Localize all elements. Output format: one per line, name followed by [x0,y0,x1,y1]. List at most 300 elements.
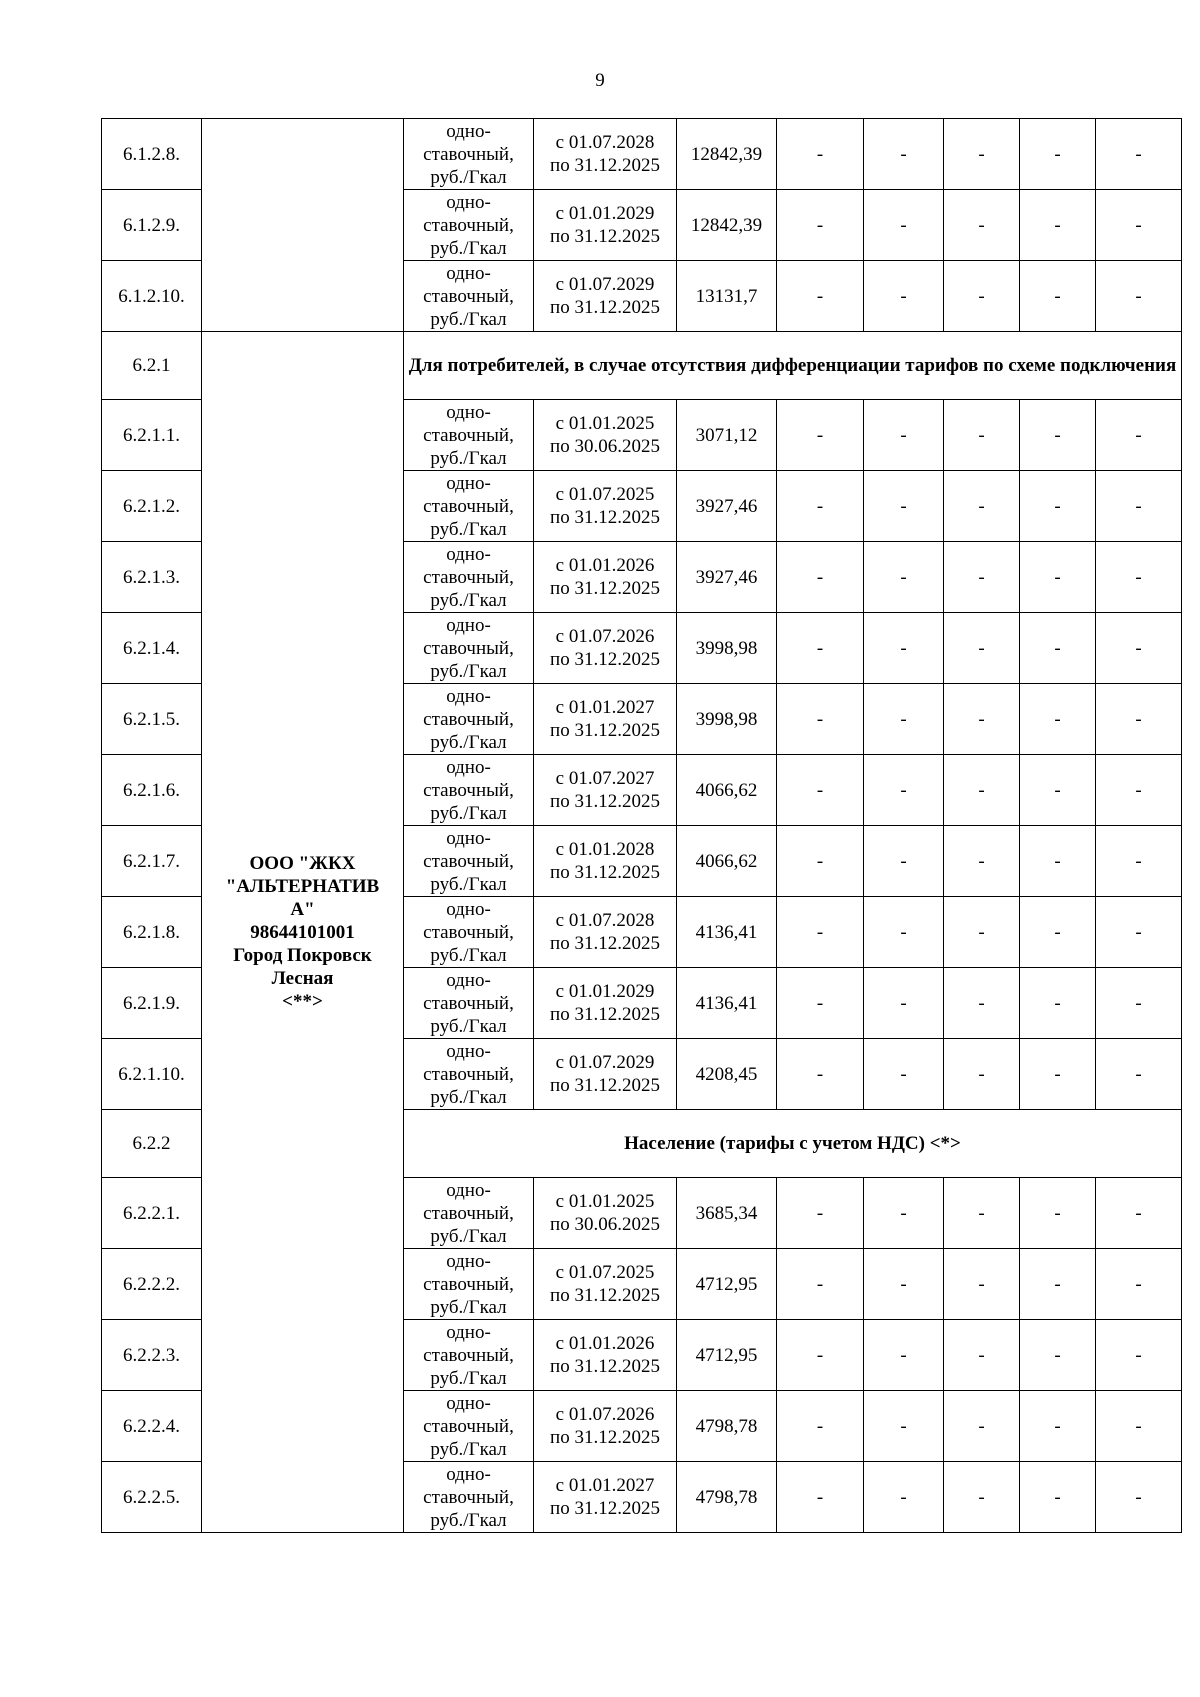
rate-type-line: одно- [446,1321,491,1343]
period-from: с 01.01.2027 [555,1475,655,1496]
section-title: Население (тарифы с учетом НДС) <*> [624,1133,961,1154]
section-header-row [102,332,1182,400]
dash-value: - [900,285,907,307]
rate-type-line: одно- [446,543,491,565]
row-number: 6.2.2.4. [123,1415,180,1437]
tariff-value: 12842,39 [690,214,763,236]
dash-value: - [978,708,985,730]
empty-value-cell [944,471,1020,542]
tariff-value-cell [677,261,777,332]
dash-value: - [816,214,824,236]
rate-type-line: одно- [446,685,491,707]
organization-name-line: А" [290,898,315,920]
empty-value-cell [1096,119,1182,190]
row-number: 6.2.1.4. [123,637,180,659]
rate-type-cell [404,119,534,190]
row-number-cell [102,1249,202,1320]
dash-value: - [1054,1063,1061,1085]
rate-type-line: ставочный, [423,566,514,588]
dash-value: - [1135,1344,1142,1366]
tariff-value-cell [677,1178,777,1249]
period-to: по 31.12.2025 [550,1356,660,1377]
period-to: по 31.12.2025 [550,1427,660,1448]
period-cell [534,755,677,826]
dash-value: - [1054,850,1061,872]
dash-value: - [816,1344,824,1366]
dash-value: - [1135,566,1142,588]
dash-value: - [1054,1273,1061,1295]
empty-value-cell [944,684,1020,755]
empty-value-cell [777,261,864,332]
row-number: 6.2.1.5. [123,708,180,730]
dash-value: - [1054,495,1061,517]
rate-type-line: руб./Гкал [430,308,507,330]
period-cell [534,684,677,755]
dash-value: - [816,708,824,730]
period-from: с 01.01.2029 [555,203,655,224]
rate-type-line: одно- [446,1040,491,1062]
tariff-value: 12842,39 [690,143,763,165]
dash-value: - [1135,708,1142,730]
organization-name-line: Город Покровск [233,944,372,966]
period-from: с 01.07.2027 [555,768,655,789]
period-from: с 01.07.2025 [555,1262,655,1283]
period-from: с 01.07.2026 [555,626,655,647]
empty-value-cell [777,1039,864,1110]
dash-value: - [816,1415,824,1437]
row-number-cell [102,190,202,261]
row-number-cell [102,542,202,613]
tariff-value-cell [677,1391,777,1462]
empty-value-cell [864,684,944,755]
rate-type-line: одно- [446,1179,491,1201]
dash-value: - [816,921,824,943]
rate-type-line: одно- [446,1250,491,1272]
dash-value: - [978,424,985,446]
empty-value-cell [864,1178,944,1249]
dash-value: - [978,1415,985,1437]
row-number-cell [102,1178,202,1249]
empty-value-cell [1096,826,1182,897]
rate-type-cell [404,826,534,897]
tariff-value: 4712,95 [695,1344,758,1366]
dash-value: - [900,779,907,801]
rate-type-line: руб./Гкал [430,1296,507,1318]
row-number-cell [102,1110,202,1178]
rate-type-line: ставочный, [423,992,514,1014]
tariff-value: 4798,78 [695,1415,758,1437]
period-cell [534,968,677,1039]
row-number-cell [102,332,202,400]
rate-type-line: руб./Гкал [430,1086,507,1108]
row-number-cell [102,261,202,332]
rate-type-line: руб./Гкал [430,518,507,540]
row-number-cell [102,755,202,826]
empty-value-cell [777,613,864,684]
rate-type-line: ставочный, [423,708,514,730]
empty-value-cell [1096,1462,1182,1533]
dash-value: - [816,1273,824,1295]
dash-value: - [1054,1202,1061,1224]
period-cell [534,613,677,684]
empty-value-cell [1096,1391,1182,1462]
tariff-value-cell [677,1249,777,1320]
empty-value-cell [1096,755,1182,826]
empty-value-cell [1020,684,1096,755]
rate-type-line: одно- [446,191,491,213]
rate-type-line: руб./Гкал [430,873,507,895]
tariff-value: 4136,41 [695,921,758,943]
dash-value: - [978,214,985,236]
period-cell [534,471,677,542]
period-to: по 31.12.2025 [550,1004,660,1025]
period-from: с 01.01.2025 [555,1191,655,1212]
dash-value: - [816,850,824,872]
row-number-cell [102,400,202,471]
period-to: по 31.12.2025 [550,791,660,812]
rate-type-line: одно- [446,262,491,284]
dash-value: - [1054,143,1061,165]
rate-type-line: ставочный, [423,1344,514,1366]
dash-value: - [1135,143,1142,165]
tariff-value-cell [677,471,777,542]
table-body [102,119,1182,1533]
empty-value-cell [777,119,864,190]
empty-value-cell [944,755,1020,826]
dash-value: - [978,1344,985,1366]
empty-value-cell [777,190,864,261]
rate-type-cell [404,1039,534,1110]
row-number: 6.2.2.3. [123,1344,180,1366]
empty-value-cell [777,684,864,755]
rate-type-cell [404,613,534,684]
empty-value-cell [1020,1462,1096,1533]
rate-type-line: руб./Гкал [430,1225,507,1247]
empty-value-cell [1020,1178,1096,1249]
period-to: по 31.12.2025 [550,507,660,528]
dash-value: - [978,779,985,801]
empty-value-cell [864,1320,944,1391]
organization-name-line: <**> [282,990,323,1012]
rate-type-line: ставочный, [423,495,514,517]
period-to: по 31.12.2025 [550,226,660,247]
row-number-cell [102,471,202,542]
dash-value: - [1135,424,1142,446]
empty-value-cell [1020,119,1096,190]
empty-value-cell [864,190,944,261]
tariff-value: 3927,46 [695,566,758,588]
empty-value-cell [1096,1249,1182,1320]
empty-value-cell [944,261,1020,332]
empty-value-cell [864,613,944,684]
row-number: 6.2.1.8. [123,921,180,943]
dash-value: - [978,285,985,307]
empty-value-cell [864,542,944,613]
empty-value-cell [1020,826,1096,897]
rate-type-line: руб./Гкал [430,447,507,469]
rate-type-line: руб./Гкал [430,1438,507,1460]
period-from: с 01.01.2027 [555,697,655,718]
dash-value: - [978,1273,985,1295]
rate-type-line: руб./Гкал [430,731,507,753]
rate-type-line: руб./Гкал [430,1015,507,1037]
rate-type-cell [404,897,534,968]
empty-value-cell [864,261,944,332]
period-cell [534,1178,677,1249]
tariff-value-cell [677,897,777,968]
empty-value-cell [777,968,864,1039]
period-cell [534,400,677,471]
row-number: 6.2.1.2. [123,495,180,517]
empty-value-cell [1020,1249,1096,1320]
dash-value: - [816,1063,824,1085]
empty-value-cell [777,897,864,968]
empty-value-cell [944,1391,1020,1462]
dash-value: - [1135,285,1142,307]
empty-value-cell [777,1391,864,1462]
tariff-value: 4798,78 [695,1486,758,1508]
rate-type-line: ставочный, [423,921,514,943]
empty-value-cell [944,400,1020,471]
empty-value-cell [864,119,944,190]
rate-type-line: одно- [446,827,491,849]
period-cell [534,119,677,190]
dash-value: - [1135,1486,1142,1508]
period-to: по 31.12.2025 [550,649,660,670]
empty-value-cell [1020,755,1096,826]
period-to: по 30.06.2025 [550,1214,660,1235]
dash-value: - [900,637,907,659]
empty-value-cell [1020,400,1096,471]
empty-value-cell [777,471,864,542]
dash-value: - [816,1202,824,1224]
dash-value: - [900,1344,907,1366]
empty-value-cell [1096,1320,1182,1391]
rate-type-cell [404,471,534,542]
rate-type-cell [404,1249,534,1320]
period-from: с 01.01.2029 [555,981,655,1002]
empty-value-cell [864,897,944,968]
row-number-cell [102,119,202,190]
empty-value-cell [777,1320,864,1391]
empty-value-cell [944,826,1020,897]
row-number: 6.2.1.1. [123,424,180,446]
row-number-cell [102,968,202,1039]
dash-value: - [1054,637,1061,659]
period-to: по 31.12.2025 [550,1285,660,1306]
row-number-cell [102,684,202,755]
dash-value: - [900,1486,907,1508]
period-from: с 01.07.2028 [555,132,655,153]
page-number: 9 [595,70,605,91]
rate-type-line: ставочный, [423,779,514,801]
tariff-value-cell [677,400,777,471]
dash-value: - [1054,921,1061,943]
dash-value: - [816,1486,824,1508]
empty-value-cell [1096,261,1182,332]
dash-value: - [816,566,824,588]
organization-name-line: 98644101001 [250,921,355,943]
tariff-value: 3685,34 [695,1202,758,1224]
empty-value-cell [1096,684,1182,755]
period-from: с 01.01.2026 [555,1333,655,1354]
row-number: 6.2.2.2. [123,1273,180,1295]
dash-value: - [816,637,824,659]
empty-value-cell [1096,897,1182,968]
dash-value: - [1135,1273,1142,1295]
rate-type-line: ставочный, [423,285,514,307]
period-to: по 31.12.2025 [550,862,660,883]
empty-value-cell [1096,400,1182,471]
period-from: с 01.01.2028 [555,839,655,860]
row-number-cell [102,826,202,897]
dash-value: - [816,285,824,307]
empty-value-cell [944,1462,1020,1533]
dash-value: - [1135,1415,1142,1437]
rate-type-line: руб./Гкал [430,1509,507,1531]
rate-type-cell [404,400,534,471]
dash-value: - [978,921,985,943]
period-to: по 30.06.2025 [550,436,660,457]
dash-value: - [1135,1063,1142,1085]
empty-value-cell [944,190,1020,261]
dash-value: - [978,637,985,659]
empty-value-cell [864,1039,944,1110]
period-cell [534,1039,677,1110]
period-from: с 01.07.2026 [555,1404,655,1425]
empty-value-cell [864,968,944,1039]
rate-type-cell [404,755,534,826]
dash-value: - [900,921,907,943]
dash-value: - [1054,1486,1061,1508]
dash-value: - [1054,992,1061,1014]
empty-value-cell [777,1249,864,1320]
rate-type-line: одно- [446,1463,491,1485]
tariff-value: 4208,45 [695,1063,758,1085]
dash-value: - [1054,214,1061,236]
empty-value-cell [944,119,1020,190]
empty-value-cell [944,968,1020,1039]
dash-value: - [900,850,907,872]
dash-value: - [978,143,985,165]
empty-value-cell [1096,613,1182,684]
rate-type-line: ставочный, [423,637,514,659]
empty-value-cell [864,471,944,542]
row-number-cell [102,1039,202,1110]
row-number-cell [102,613,202,684]
empty-value-cell [1096,471,1182,542]
rate-type-cell [404,684,534,755]
rate-type-line: одно- [446,969,491,991]
rate-type-line: ставочный, [423,1202,514,1224]
rate-type-line: одно- [446,898,491,920]
rate-type-line: руб./Гкал [430,944,507,966]
dash-value: - [900,143,907,165]
dash-value: - [978,495,985,517]
empty-value-cell [777,826,864,897]
organization-cell [202,332,404,1533]
dash-value: - [816,424,824,446]
period-from: с 01.07.2029 [555,274,655,295]
rate-type-line: ставочный, [423,850,514,872]
row-number-cell [102,1391,202,1462]
dash-value: - [1054,1415,1061,1437]
dash-value: - [1054,1344,1061,1366]
rate-type-line: ставочный, [423,1063,514,1085]
section-title-cell [404,1110,1182,1178]
tariff-value: 3071,12 [695,424,758,446]
rate-type-line: одно- [446,472,491,494]
period-cell [534,826,677,897]
tariff-value-cell [677,1320,777,1391]
rate-type-line: руб./Гкал [430,660,507,682]
row-number: 6.1.2.10. [118,285,185,307]
dash-value: - [900,992,907,1014]
dash-value: - [1135,921,1142,943]
section-number: 6.2.2 [132,1133,171,1154]
period-from: с 01.01.2025 [555,413,655,434]
rate-type-line: руб./Гкал [430,589,507,611]
period-to: по 31.12.2025 [550,155,660,176]
tariff-value: 4136,41 [695,992,758,1014]
empty-value-cell [1020,1039,1096,1110]
period-cell [534,190,677,261]
row-number: 6.2.1.10. [118,1063,185,1085]
dash-value: - [1054,285,1061,307]
dash-value: - [978,1486,985,1508]
dash-value: - [1135,495,1142,517]
empty-value-cell [864,1462,944,1533]
dash-value: - [816,495,824,517]
rate-type-line: ставочный, [423,1273,514,1295]
dash-value: - [816,143,824,165]
tariff-value-cell [677,119,777,190]
period-cell [534,261,677,332]
empty-value-cell [1020,542,1096,613]
dash-value: - [900,1063,907,1085]
dash-value: - [900,495,907,517]
rate-type-line: ставочный, [423,1415,514,1437]
period-from: с 01.01.2026 [555,555,655,576]
dash-value: - [900,1273,907,1295]
dash-value: - [978,566,985,588]
empty-value-cell [1020,613,1096,684]
dash-value: - [978,992,985,1014]
rate-type-line: ставочный, [423,1486,514,1508]
tariff-value-cell [677,755,777,826]
row-number: 6.1.2.9. [123,214,180,236]
rate-type-line: руб./Гкал [430,802,507,824]
organization-name-line: ООО "ЖКХ [249,852,356,874]
dash-value: - [1135,637,1142,659]
empty-value-cell [1096,1178,1182,1249]
rate-type-cell [404,1320,534,1391]
dash-value: - [978,1063,985,1085]
tariff-value-cell [677,613,777,684]
empty-value-cell [1020,1320,1096,1391]
organization-name-line: Лесная [271,967,334,989]
empty-value-cell [777,755,864,826]
rate-type-line: одно- [446,401,491,423]
period-from: с 01.07.2028 [555,910,655,931]
period-to: по 31.12.2025 [550,933,660,954]
row-number: 6.2.1.3. [123,566,180,588]
period-to: по 31.12.2025 [550,1498,660,1519]
period-cell [534,542,677,613]
row-number: 6.2.1.7. [123,850,180,872]
rate-type-line: одно- [446,1392,491,1414]
tariff-value-cell [677,826,777,897]
